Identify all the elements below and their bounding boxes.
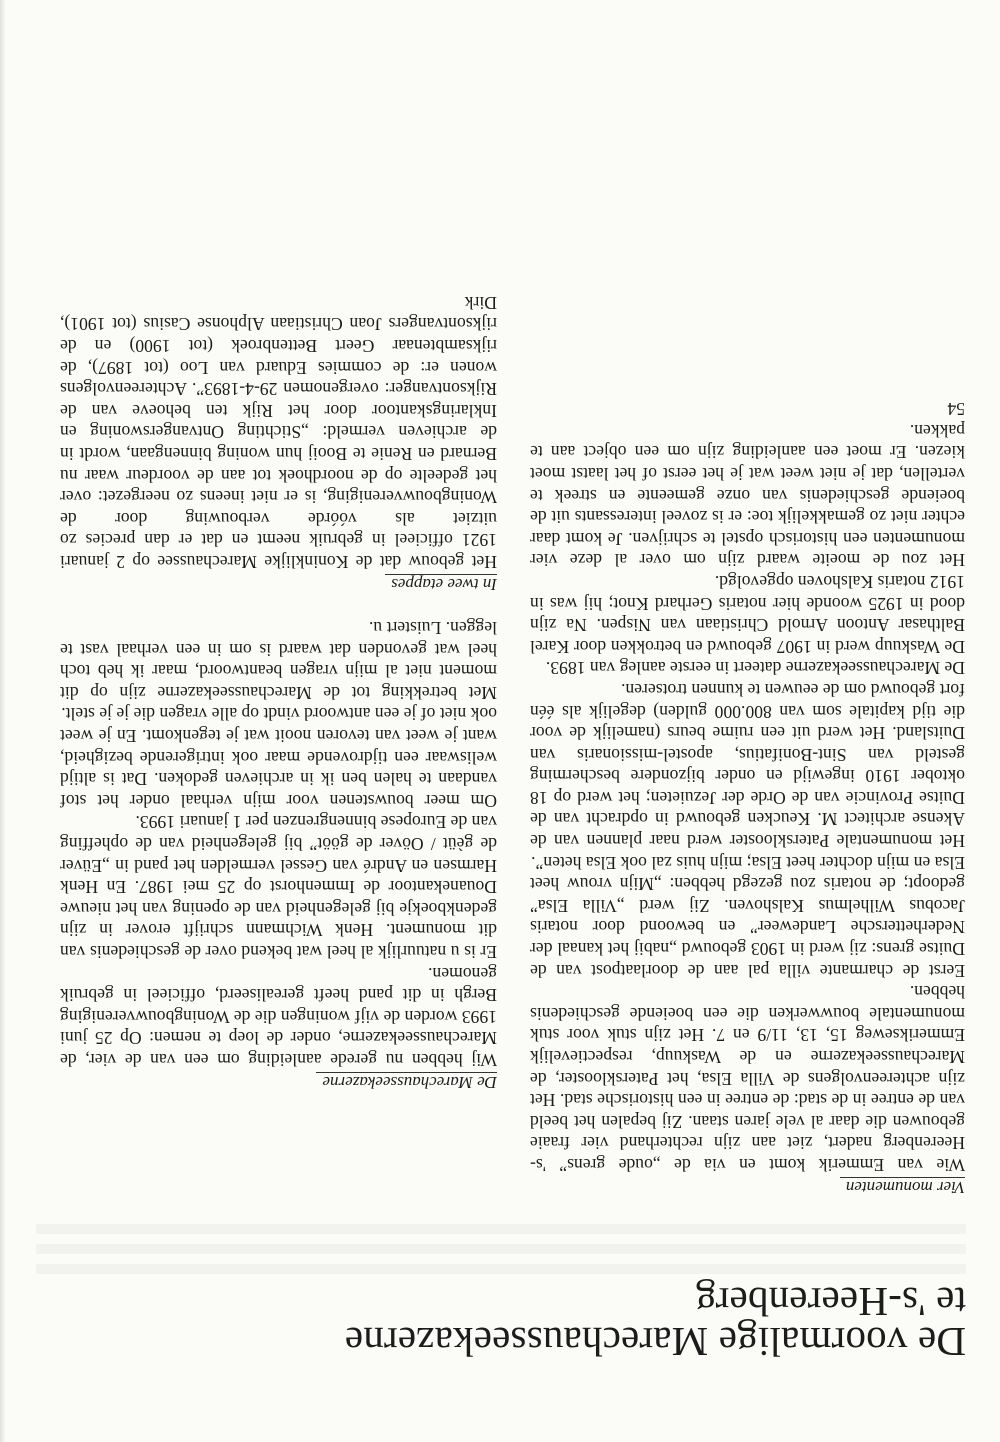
page-title [326,1279,966,1365]
page-number: 54 [947,399,965,420]
page-title-line-1: De voormalige Marechausseekazerne [344,1319,966,1365]
spacer [60,595,497,617]
paragraph: Er is u natuurlijk al heel wat bekend over de geschiedenis van dit monument. Henk Wichmann schrijft erover in zijn gedenkboekje bij gelegenheid van de opening van het nieuwe Douanekantoor de Immenhorst op 25 mei 1987. En Henk Harmsen en André van Gessel vermelden het pand in „Eüver de gèüt / Oöver de gööt” bij gelegenheid van de opheffing van de Europese binnengrenzen per 1 januari 1993. [60,812,497,963]
section-heading-in-twee-etappes: In twee etappes [385,574,497,594]
paragraph: Wij hebben nu gerede aanleiding om een van de vier, de Marechausseekazerne, onder de loep te nemen: Op 25 juni 1993 worden de vijf woningen die de Woningbouwvereniging Bergh in dit pand heeft gerealiseerd, officieel in gebruik genomen. [60,963,497,1070]
text-column-1 [530,398,965,1198]
page-edge-shadow [0,0,6,1442]
bleed-through-text [36,1214,966,1274]
paragraph: Het monumentale Patersklooster werd naar plannen van de Akense architect M. Keucken gebouwd in opdracht van de Duitse Provincie van de Orde der Jezuieten; het werd op 18 oktober 1910 ingewijd en onder bijzondere bescherming gesteld van Sint-Bonifatius, apostel-missionaris van Duitsland. Het werd uit een ruime beurs (namelijk de voor die tijd kapitale som van 800.000 gulden) degelijk als één fort gebouwd om de eeuwen te kunnen trotseren. [530,679,965,852]
paragraph: De Waskuup werd in 1907 gebouwd en betrokken door Karel Balthasar Antoon Arnold Christiaan van Nispen. Na zijn dood in 1925 woonde hier notaris Gerhard Knot; hij was in 1912 notaris Kalshoven opgevolgd. [530,571,965,657]
paragraph: Wie van Emmerik komt en via de „oude grens” 's-Heerenberg nadert, ziet aan zijn rechterhand vier fraaie gebouwen die daar al vele jaren staan. Zij bepalen het beeld van de entree in de stad: de entree in een historische stad. Het zijn achtereenvolgens de Villa Elsa, het Patersklooster, de Marechausseekazerne en de Waskuup, respectievelijk Emmerikseweg 15, 13, 11/9 en 7. Het zijn stuk voor stuk monumentale bouwwerken die een boeiende geschiedenis hebben. [530,982,965,1175]
paragraph: Met betrekking tot de Marechausseekazerne zijn op dit moment niet al mijn vragen beantwoord, maar ik heb toch heel wat gevonden dat waard is om in een verhaal vast te leggen. Luistert u. [60,618,497,703]
text-column-2 [60,291,497,1093]
paragraph: Om meer bouwstenen voor mijn verhaal onder het stof vandaan te halen ben ik in archieven gedoken. Dat is altijd weliswaar een tijdrovende maar ook intrigerende bezigheid, want je weet van tevoren nooit wat je tegenkomt. En je weet ook niet of je een antwoord vindt op alle vragen die je je stelt. [60,704,497,811]
page-title-line-2: te 's-Heerenberg [695,1279,966,1325]
section-heading-marechausseekazerne: De Marechausseekazerne [317,1072,498,1092]
paragraph: De Marechausseekazerne dateert in eerste aanleg van 1893. [545,658,965,679]
paragraph: Het zou de moeite waard zijn om over al deze vier monumenten een historisch opstel te schrijven. Je komt daar echter niet zo gemakkelijk toe: er is zoveel interessants uit de boeiende geschiedenis van onze gemeente en streek te vertellen, dat je niet weet wat je het eerst of het laatst moet kiezen. Er moet een aanleiding zijn om een object aan te pakken. [530,420,965,571]
paragraph: Het gebouw dat de Koninklijke Marechaussee op 2 januari 1921 officieel in gebruik neemt en dat er dan precies zo uitziet als vóórde verbouwing door de Woningbouwvereniging, is er niet ineens zo neergezet: over het gedeelte op de noordhoek tot aan de voordeur waar nu Bernard en Renie te Booij hun woning binnengaan, wordt in de archieven vermeld: „Stichting Ontvangerswoning en Inklaringskantoor door het Rijk ten behoeve van de Rijksontvanger: overgenomen 29-4-1893”. Achtereenvolgens wonen er: de commies Eduard van Loo (tot 1897), de rijksambtenaar Geert Bettenbroek (tot 1900) en de rijksontvangers Joan Christiaan Alphonse Casius (tot 1901), Dirk [60,292,497,572]
paragraph: Eerst de charmante villa pal aan de doorlaatpost van de Duitse grens: zij werd in 1903 gebouwd „nabij het kanaal der Nederhettersche Landeweer” en bewoond door notaris Jacobus Wilhelmus Kalshoven. Zij werd „Villa Elsa” gedoopt; de notaris zou gezegd hebben: „Mijn vrouw heet Elsa en mijn dochter heet Elsa; mijn huis zal ook Elsa heten”. [530,852,965,981]
section-heading-vier-monumenten: Vier monumenten [840,1177,965,1197]
